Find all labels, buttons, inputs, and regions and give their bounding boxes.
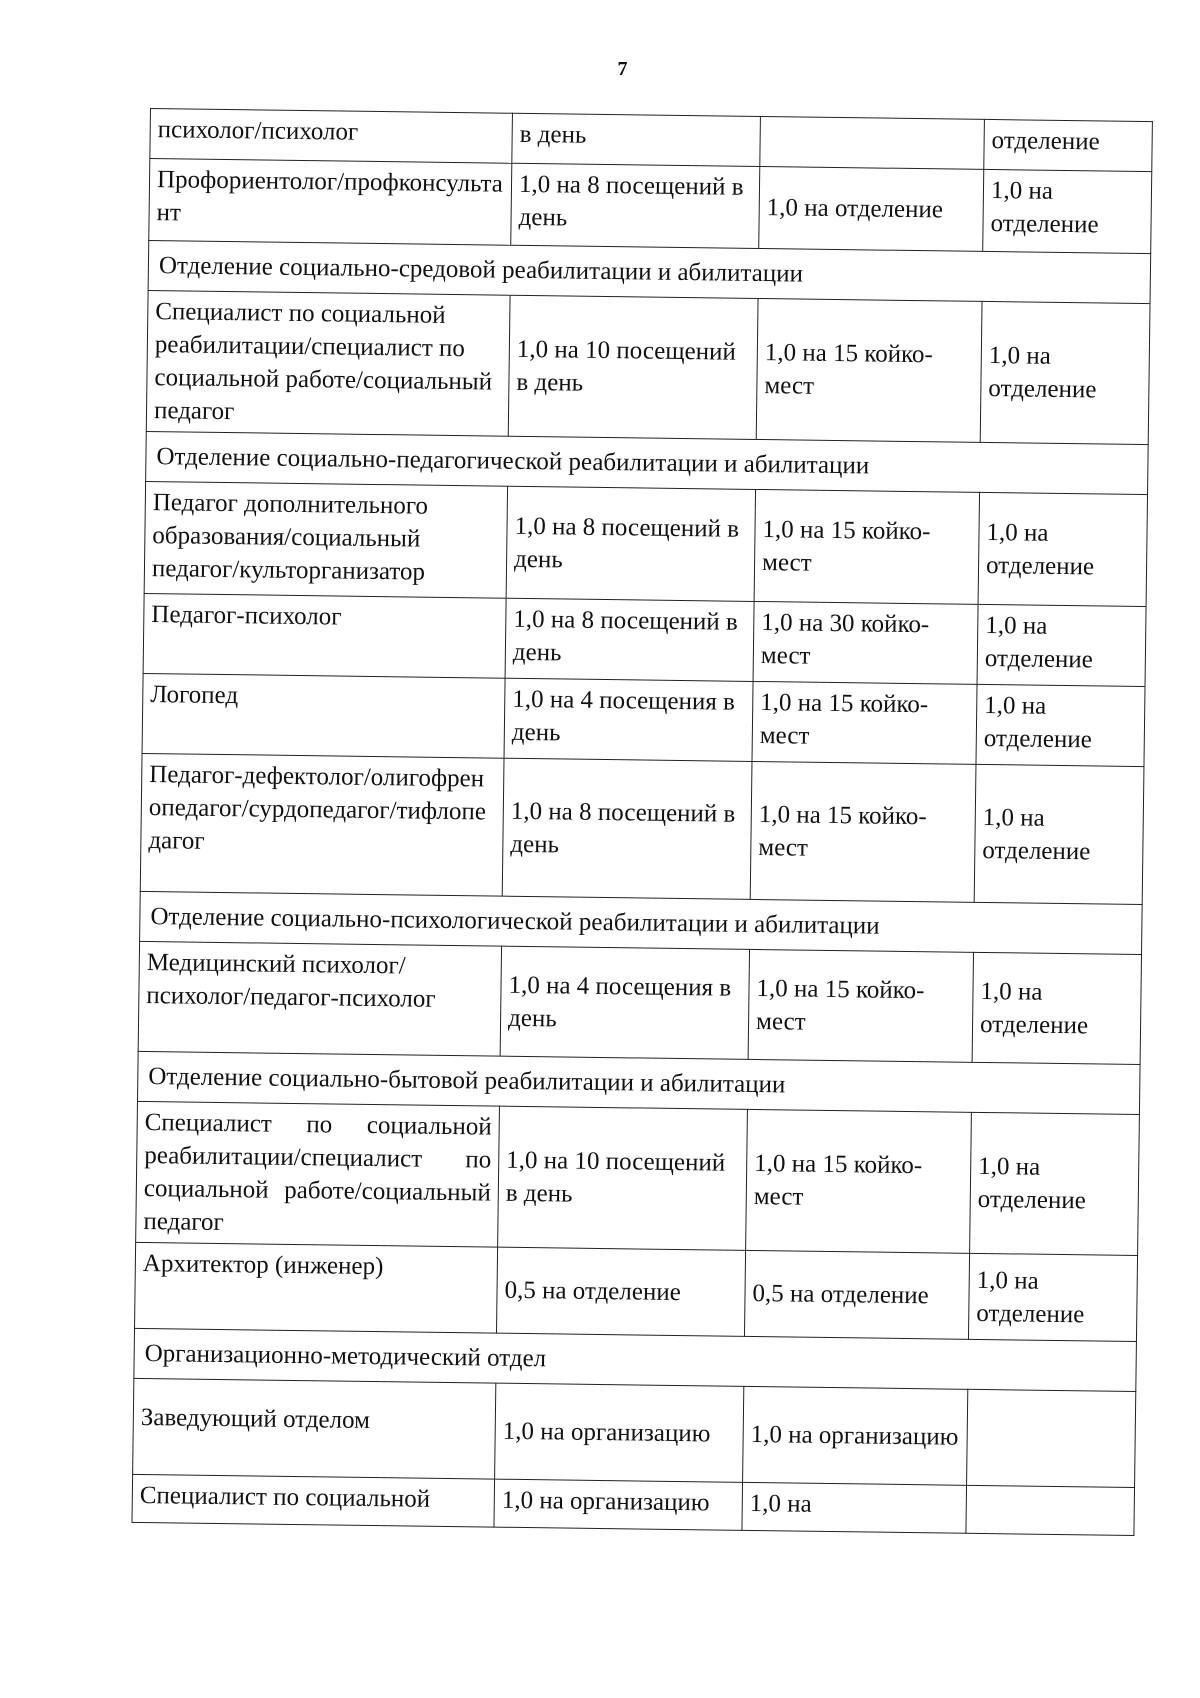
norm-per-department-cell bbox=[967, 1389, 1136, 1487]
norm-per-day-cell: 1,0 на 4 посещения в день bbox=[500, 946, 749, 1059]
norm-per-department-cell: 1,0 на отделение bbox=[978, 492, 1147, 606]
position-cell: Медицинский психолог/психолог/педагог-психолог bbox=[138, 941, 501, 1056]
norm-per-department-cell: 1,0 на отделение bbox=[977, 604, 1146, 686]
norm-per-department-cell: 1,0 на отделение bbox=[976, 684, 1145, 766]
section-heading: Отделение социально-психологической реабилитации и абилитации bbox=[140, 891, 1143, 954]
norm-per-day-cell: 1,0 на 10 посещений в день bbox=[498, 1106, 748, 1250]
table-row bbox=[140, 753, 1144, 904]
position-cell: Логопед bbox=[142, 673, 505, 758]
norm-per-day-cell: в день bbox=[512, 113, 761, 166]
norm-per-day-cell: 1,0 на 8 посещений в день bbox=[506, 486, 755, 601]
page-number: 7 bbox=[617, 58, 628, 80]
table-row bbox=[146, 290, 1150, 444]
position-cell: Специалист по социальной реабилитации/специалист по социальной работе/социальный педагог bbox=[146, 290, 510, 436]
norm-per-beds-cell: 1,0 на 15 койко-мест bbox=[748, 949, 973, 1062]
norm-per-day-cell: 1,0 на организацию bbox=[494, 1479, 743, 1530]
table-row bbox=[142, 673, 1145, 766]
table-row bbox=[138, 941, 1141, 1064]
position-cell: Профориентолог/профконсультант bbox=[149, 159, 512, 246]
norm-per-department-cell: 1,0 на отделение bbox=[974, 764, 1144, 904]
norm-per-beds-cell: 1,0 на 15 койко-мест bbox=[750, 761, 976, 902]
position-cell: Специалист по социальной bbox=[132, 1474, 495, 1527]
table-row bbox=[149, 159, 1152, 254]
norm-per-day-cell: 1,0 на 4 посещения в день bbox=[504, 678, 753, 761]
position-cell: Заведующий отделом bbox=[133, 1378, 496, 1479]
section-heading: Отделение социально-педагогической реабилитации и абилитации bbox=[146, 431, 1149, 494]
norm-per-department-cell bbox=[966, 1485, 1135, 1535]
norm-per-department-cell: 1,0 на отделение bbox=[972, 952, 1141, 1064]
norm-per-beds-cell: 0,5 на отделение bbox=[744, 1250, 969, 1339]
staffing-table bbox=[131, 108, 1152, 1536]
table-row bbox=[133, 1378, 1136, 1487]
norm-per-day-cell: 1,0 на 8 посещений в день bbox=[502, 758, 752, 899]
table-row bbox=[144, 481, 1147, 606]
table-row bbox=[136, 1101, 1140, 1255]
norm-per-beds-cell: 1,0 на 15 койко-мест bbox=[752, 681, 977, 764]
section-heading: Отделение социально-средовой реабилитации и абилитации bbox=[148, 240, 1151, 303]
norm-per-department-cell: 1,0 на отделение bbox=[980, 301, 1150, 444]
norm-per-beds-cell: 1,0 на bbox=[742, 1482, 967, 1533]
norm-per-day-cell: 1,0 на 8 посещений в день bbox=[505, 598, 754, 681]
position-cell: психолог/психолог bbox=[150, 109, 513, 164]
norm-per-beds-cell: 1,0 на 30 койко-мест bbox=[753, 601, 978, 684]
norm-per-beds-cell: 1,0 на 15 койко-мест bbox=[754, 489, 979, 604]
norm-per-beds-cell: 1,0 на отделение bbox=[759, 166, 984, 251]
norm-per-department-cell: 1,0 на отделение bbox=[970, 1112, 1140, 1255]
norm-per-day-cell: 0,5 на отделение bbox=[496, 1247, 745, 1336]
section-heading: Организационно-методический отдел bbox=[134, 1328, 1137, 1391]
table-row bbox=[135, 1242, 1138, 1341]
norm-per-department-cell: 1,0 на отделение bbox=[983, 169, 1152, 253]
norm-per-beds-cell: 1,0 на 15 койко-мест bbox=[756, 298, 982, 442]
position-cell: Архитектор (инженер) bbox=[135, 1242, 498, 1333]
section-heading: Отделение социально-бытовой реабилитации и абилитации bbox=[137, 1051, 1140, 1114]
norm-per-department-cell: 1,0 на отделение bbox=[968, 1253, 1137, 1341]
norm-per-day-cell: 1,0 на 8 посещений в день bbox=[511, 163, 760, 248]
norm-per-day-cell: 1,0 на организацию bbox=[495, 1383, 744, 1482]
norm-per-beds-cell: 1,0 на 15 койко-мест bbox=[746, 1109, 972, 1253]
position-cell: Педагог дополнительного образования/социальный педагог/культорганизатор bbox=[144, 481, 507, 598]
norm-per-beds-cell: 1,0 на организацию bbox=[743, 1386, 968, 1485]
norm-per-beds-cell bbox=[760, 116, 985, 169]
table-row bbox=[143, 593, 1146, 686]
norm-per-day-cell: 1,0 на 10 посещений в день bbox=[508, 295, 758, 439]
position-cell: Специалист по социальной реабилитации/специалист по социальной работе/социальный педагог bbox=[136, 1101, 500, 1247]
position-cell: Педагог-дефектолог/олигофренопедагог/сурдопедагог/тифлопедагог bbox=[140, 753, 504, 896]
norm-per-department-cell: отделение bbox=[984, 119, 1153, 171]
position-cell: Педагог-психолог bbox=[143, 593, 506, 678]
